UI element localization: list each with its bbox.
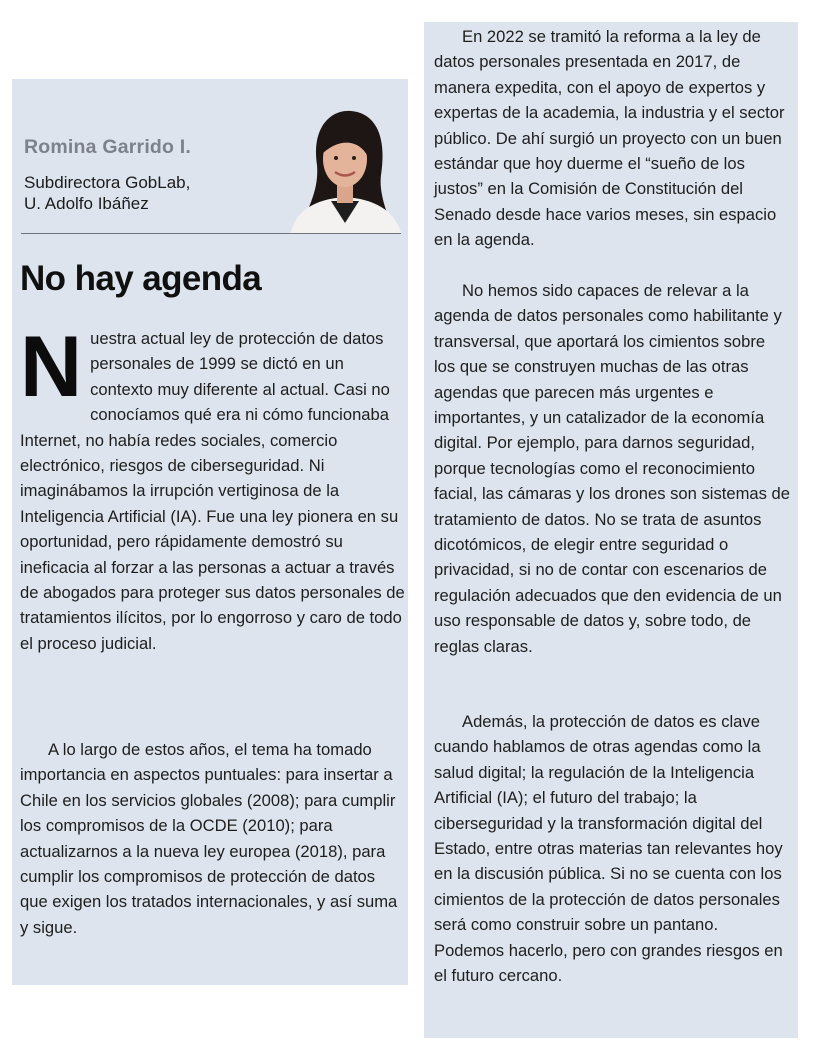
right-column [424,22,798,1038]
paragraph-1-text: uestra actual ley de protección de datos personales de 1999 se dictó en un contexto muy diferente al actual. Casi no conocíamos qué era ni cómo funcionaba Internet, no había redes sociales, comercio electrónico, riesgos de ciberseguridad. Ni imaginábamos la irrupción vertiginosa de la Inteligencia Artificial (IA). Fue una ley pionera en su oportunidad, pero rápidamente demostró su ineficacia al forzar a las personas a actuar a través de abogados para proteger sus datos personales de tratamientos ilícitos, por lo engorroso y caro de todo el proceso judicial. [20,329,405,653]
author-role-line2: U. Adolfo Ibáñez [24,194,149,213]
author-block [24,136,324,214]
author-role [24,172,324,214]
left-column [12,79,408,985]
article-paragraph-5: Además, la protección de datos es clave cuando hablamos de otras agendas como la salud digital; la regulación de la Inteligencia Artificial (IA); el futuro del trabajo; la ciberseguridad y la transformación digital del Estado, entre otras materias tan relevantes hoy en la discusión pública. Si no se cuenta con los cimientos de la protección de datos personales será como construir sobre un pantano. Podemos hacerlo, pero con grandes riesgos en el futuro cercano. [434,712,783,986]
portrait-illustration [285,95,405,233]
drop-cap: N [20,319,83,415]
article-paragraph-3: En 2022 se tramitó la reforma a la ley de datos personales presentada en 2017, de manera expedita, con el apoyo de expertos y expertas de la academia, la industria y el sector público. De ahí surgió un proyecto con un buen estándar que hoy duerme el “sueño de los justos” en la Comisión de Constitución del Senado desde hace varios meses, sin espacio en la agenda. [434,27,785,250]
article-paragraph-4: No hemos sido capaces de relevar a la agenda de datos personales como habilitante y transversal, que aportará los cimientos sobre los que se construyen muchas de las otras agendas que parecen más urgentes e importantes, y un catalizador de la economía digital. Por ejemplo, para darnos seguridad, porque tecnologías como el reconocimiento facial, las cámaras y los drones son sistemas de tratamiento de datos. No se trata de asuntos dicotómicos, de elegir entre seguridad o privacidad, si no de contar con escenarios de regulación adecuados que den evidencia de un uso responsable de datos y, sobre todo, de reglas claras. [434,281,790,656]
header-divider [21,233,401,234]
author-name: Romina Garrido I. [24,136,192,158]
headline: No hay agenda [20,259,262,298]
article-paragraph-2: A lo largo de estos años, el tema ha tomado importancia en aspectos puntuales: para insertar a Chile en los servicios globales (2008); para cumplir los compromisos de la OCDE (2010); para actualizarnos a la nueva ley europea (2018), para cumplir los compromisos de protección de datos que exigen los tratados internacionales, y así suma y sigue. [20,740,398,937]
author-portrait [285,95,405,233]
author-role-line1: Subdirectora GobLab, [24,173,191,192]
article-paragraph-1 [20,319,405,656]
